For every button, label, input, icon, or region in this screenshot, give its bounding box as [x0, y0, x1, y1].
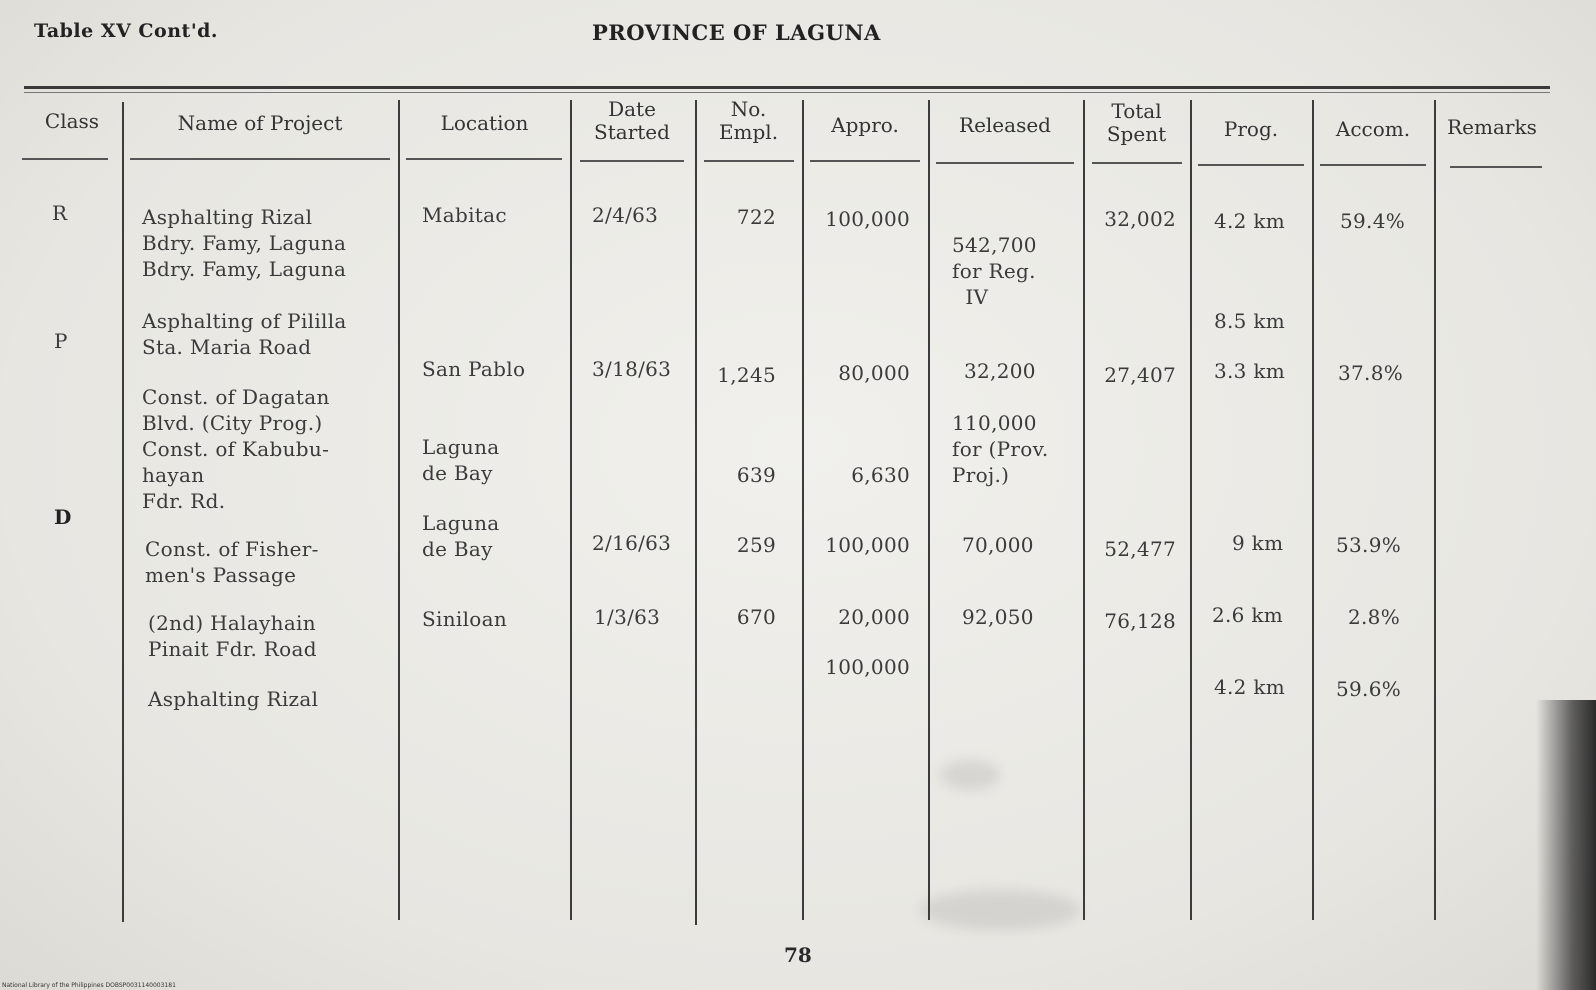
date-started: 2/16/63	[592, 531, 672, 555]
appropriation: 100,000	[825, 655, 910, 679]
col-header-class: Class	[44, 109, 100, 133]
employee-count: 722	[736, 205, 776, 229]
project-name: Const. of Fisher- men's Passage	[145, 537, 319, 587]
employee-count: 639	[736, 463, 776, 487]
page-title: PROVINCE OF LAGUNA	[592, 20, 881, 45]
project-name: Asphalting Rizal	[148, 687, 319, 711]
col-header-spent: Total Spent	[1106, 99, 1167, 146]
accomplishment: 53.9%	[1336, 533, 1402, 557]
col-header-appro: Appro.	[831, 113, 899, 137]
class-code: P	[54, 329, 68, 353]
total-spent: 76,128	[1104, 609, 1176, 633]
date-started: 1/3/63	[594, 605, 661, 629]
header-underline	[810, 160, 920, 162]
accomplishment: 59.4%	[1340, 209, 1406, 233]
progress: 3.3 km	[1214, 359, 1286, 383]
appropriation: 6,630	[851, 463, 910, 487]
col-header-date: Date Started	[594, 97, 670, 144]
accomplishment: 59.6%	[1336, 677, 1402, 701]
appropriation: 20,000	[838, 605, 910, 629]
col-header-remarks: Remarks	[1447, 115, 1537, 139]
total-spent: 52,477	[1104, 537, 1176, 561]
appropriation: 100,000	[825, 207, 910, 231]
smudge	[940, 760, 1000, 790]
location: Laguna de Bay	[422, 511, 500, 561]
header-underline	[406, 158, 562, 160]
released-amount: 32,200	[964, 359, 1036, 383]
header-underline	[1450, 166, 1542, 168]
released-amount: 92,050	[962, 605, 1034, 629]
col-header-prog: Prog.	[1223, 117, 1279, 141]
progress: 4.2 km	[1214, 675, 1286, 699]
location: Siniloan	[422, 607, 508, 631]
project-name: Asphalting of Pililla Sta. Maria Road	[142, 309, 347, 359]
col-divider	[928, 100, 930, 920]
footer-credit: National Library of the Philippines DOBSP0031140003181	[2, 982, 176, 989]
appropriation: 80,000	[838, 361, 910, 385]
col-divider	[1083, 100, 1085, 920]
class-code: R	[52, 201, 68, 225]
released-amount: 542,700 for Reg. IV	[952, 233, 1037, 309]
header-underline	[704, 160, 794, 162]
progress: 4.2 km	[1214, 209, 1286, 233]
class-code: D	[54, 505, 72, 529]
project-name: (2nd) Halayhain Pinait Fdr. Road	[148, 611, 317, 661]
released-amount: 70,000	[962, 533, 1034, 557]
accomplishment: 37.8%	[1338, 361, 1404, 385]
col-header-released: Released	[959, 113, 1051, 137]
scan-shadow	[1536, 700, 1596, 990]
header-underline	[1092, 162, 1182, 164]
col-divider	[1312, 100, 1314, 920]
col-divider	[570, 100, 572, 920]
table-label: Table XV Cont'd.	[34, 20, 219, 42]
date-started: 2/4/63	[592, 203, 659, 227]
total-spent: 27,407	[1104, 363, 1176, 387]
progress: 9 km	[1232, 531, 1284, 555]
progress: 2.6 km	[1212, 603, 1284, 627]
col-header-location: Location	[440, 111, 529, 135]
page-number: 78	[784, 943, 812, 967]
col-divider	[1190, 100, 1192, 920]
employee-count: 1,245	[717, 363, 776, 387]
top-rule	[24, 86, 1550, 89]
progress: 8.5 km	[1214, 309, 1286, 333]
location: San Pablo	[422, 357, 526, 381]
date-started: 3/18/63	[592, 357, 672, 381]
location: Laguna de Bay	[422, 435, 500, 485]
col-divider	[398, 100, 400, 920]
header-underline	[130, 158, 390, 160]
header-underline	[1320, 164, 1426, 166]
col-divider	[802, 100, 804, 920]
project-name: Const. of Dagatan Blvd. (City Prog.) Const. of Kabubu- hayan Fdr. Rd.	[142, 385, 330, 513]
appropriation: 100,000	[825, 533, 910, 557]
header-underline	[580, 160, 684, 162]
released-amount: 110,000 for (Prov. Proj.)	[952, 411, 1049, 487]
header-underline	[936, 162, 1074, 164]
location: Mabitac	[422, 203, 507, 227]
col-header-name: Name of Project	[177, 111, 343, 135]
col-divider	[122, 102, 124, 922]
accomplishment: 2.8%	[1348, 605, 1401, 629]
header-underline	[22, 158, 108, 160]
header-underline	[1198, 164, 1304, 166]
col-divider	[1434, 100, 1436, 920]
employee-count: 259	[736, 533, 776, 557]
project-name: Asphalting Rizal Bdry. Famy, Laguna Bdry. Famy, Laguna	[142, 205, 347, 281]
employee-count: 670	[736, 605, 776, 629]
col-header-empl: No. Empl.	[718, 97, 779, 144]
top-rule-thin	[24, 92, 1550, 93]
col-divider	[695, 100, 697, 925]
smudge	[920, 890, 1080, 930]
col-header-accom: Accom.	[1335, 117, 1411, 141]
total-spent: 32,002	[1104, 207, 1176, 231]
